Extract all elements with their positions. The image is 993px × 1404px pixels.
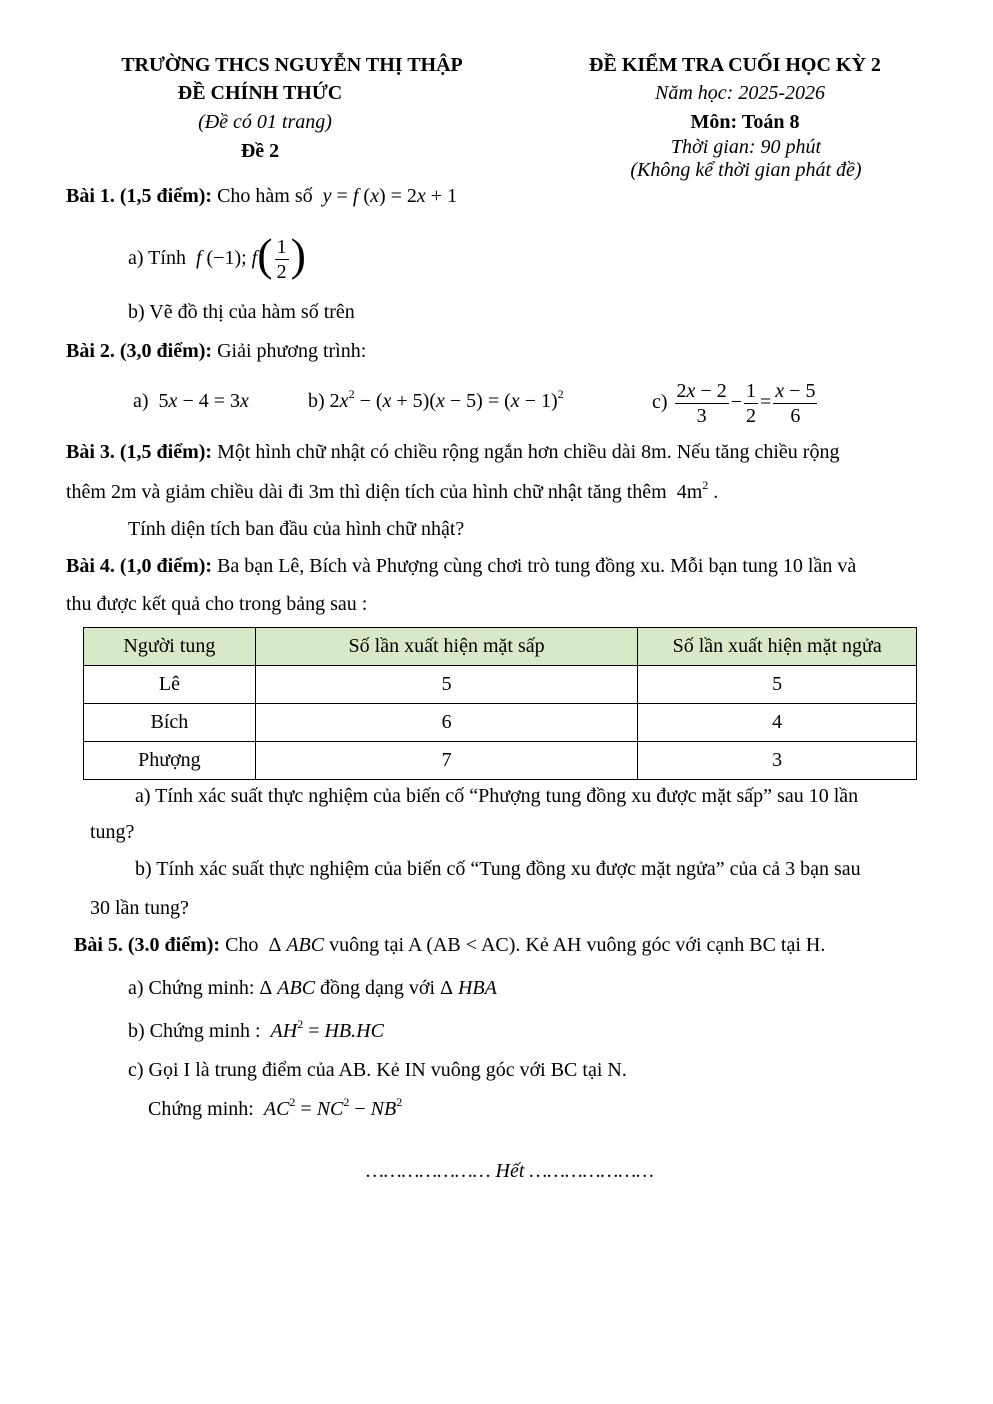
end-marker: ………………… Hết ………………… — [366, 1160, 654, 1182]
cell-person: Bích — [84, 704, 256, 742]
bai2-a — [133, 390, 249, 413]
cell-heads: 7 — [255, 742, 637, 780]
triangle-abc: Δ ABC — [259, 977, 316, 999]
bai4-a-line1: a) Tính xác suất thực nghiệm của biến cố “Phượng tung đồng xu được mặt sấp” sau 10 lần — [135, 785, 859, 807]
bai5-a-label: a) Chứng minh: — [128, 977, 255, 999]
cell-person: Lê — [84, 666, 256, 704]
bai2-line — [66, 340, 366, 363]
exam-time: Thời gian: 90 phút — [670, 136, 822, 158]
pages-note: (Đề có 01 trang) — [198, 111, 332, 133]
triangle-abc: Δ ABC — [263, 934, 325, 956]
bai1-intro: Cho hàm số — [217, 185, 313, 207]
bai5-b-label: b) Chứng minh : — [128, 1020, 261, 1042]
bai1-heading: Bài 1. (1,5 điểm): — [66, 185, 213, 207]
bai3-line1 — [66, 441, 839, 464]
bai3-line3: Tính diện tích ban đầu của hình chữ nhật? — [128, 518, 465, 540]
fraction-2x-2-over-3: $\frac{2x - 2}{3}$ — [676, 379, 727, 427]
cell-person: Phượng — [84, 742, 256, 780]
bai2-a-formula: 5x − 4 = 3x — [158, 390, 249, 412]
fraction-x-5-over-6: $\frac{x - 5}{6}$ — [775, 379, 816, 427]
bai1-a-line — [128, 228, 306, 288]
bai1-b-text: b) Vẽ đồ thị của hàm số trên — [128, 301, 355, 323]
cell-heads: 5 — [255, 666, 637, 704]
half-fraction: $\frac{1}{2}$ — [276, 235, 287, 283]
bai1-a-formula: f (−1); f( $\frac{1}{2}$ ) — [190, 229, 306, 283]
bai2-b-formula: $2x^2 - (x + 5)(x - 5) = (x - 1)^2$ — [329, 387, 564, 412]
bai2-heading: Bài 2. (3,0 điểm): — [66, 340, 213, 362]
bai2-c — [652, 374, 819, 430]
bai1-function-formula: y = f (x) = 2x + 1 — [317, 185, 458, 207]
bai5-b — [128, 1017, 384, 1043]
bai3-heading: Bài 3. (1,5 điểm): — [66, 441, 213, 463]
fraction-1-over-2: $\frac{1}{2}$ — [746, 379, 756, 427]
bai2-intro: Giải phương trình: — [217, 340, 367, 362]
bai5-line — [74, 934, 825, 957]
bai1-line — [66, 185, 457, 208]
header-heads-count: Số lần xuất hiện mặt sấp — [255, 628, 637, 666]
bai2-a-label: a) — [133, 390, 149, 412]
bai4-b-line1: b) Tính xác suất thực nghiệm của biến cố “Tung đồng xu được mặt ngửa” của cả 3 bạn sau — [135, 858, 861, 880]
bai5-intro-a: Cho — [225, 934, 259, 956]
cell-tails: 3 — [638, 742, 917, 780]
bai3-area-value: $4m^2$ . — [676, 478, 719, 503]
bai3-text2: thêm 2m và giảm chiều dài đi 3m thì diện tích của hình chữ nhật tăng thêm — [66, 481, 667, 503]
school-year: Năm học: 2025-2026 — [655, 82, 825, 104]
bai5-heading: Bài 5. (3.0 điểm): — [74, 934, 221, 956]
table-row — [84, 666, 917, 704]
header-person: Người tung — [84, 628, 256, 666]
bai4-line1 — [66, 555, 856, 578]
subject: Môn: Toán 8 — [690, 111, 800, 133]
bai3-line2 — [66, 478, 719, 504]
bai2-c-formula: $\frac{2x - 2}{3}$ − $\frac{1}{2}$ = $\frac{x - 5}{6}$ — [676, 379, 816, 427]
bai4-b-line2: 30 lần tung? — [90, 897, 189, 919]
cell-heads: 6 — [255, 704, 637, 742]
bai5-intro-b: vuông tại A (AB < AC). Kẻ AH vuông góc với cạnh BC tại H. — [329, 934, 826, 956]
bai2-c-label: c) — [652, 391, 668, 413]
exam-code: Đề 2 — [240, 140, 280, 162]
cell-tails: 4 — [638, 704, 917, 742]
bai2-b-label: b) — [308, 390, 325, 412]
bai4-heading: Bài 4. (1,0 điểm): — [66, 555, 213, 577]
bai5-a — [128, 977, 497, 1000]
bai5-c-formula: $AC^2 = NC^2 - NB^2$ — [258, 1095, 403, 1120]
bai5-c-prove-label: Chứng minh: — [148, 1098, 254, 1120]
triangle-hba: Δ HBA — [440, 977, 497, 999]
official-label: ĐỀ CHÍNH THỨC — [177, 82, 343, 104]
bai5-c-line: c) Gọi I là trung điểm của AB. Kẻ IN vuông góc với BC tại N. — [128, 1059, 627, 1081]
bai4-line2: thu được kết quả cho trong bảng sau : — [66, 593, 368, 615]
bai3-text1: Một hình chữ nhật có chiều rộng ngắn hơn chiều dài 8m. Nếu tăng chiều rộng — [217, 441, 840, 463]
table-row — [84, 742, 917, 780]
table-row — [84, 704, 917, 742]
exam-title: ĐỀ KIỂM TRA CUỐI HỌC KỲ 2 — [589, 54, 881, 76]
bai4-text1: Ba bạn Lê, Bích và Phượng cùng chơi trò tung đồng xu. Mỗi bạn tung 10 lần và — [217, 555, 857, 577]
bai2-b — [308, 387, 564, 413]
bai4-a-line2: tung? — [90, 821, 135, 843]
bai5-a-mid: đồng dạng với — [320, 977, 436, 999]
bai5-b-formula: $AH^2 = HB.HC$ — [265, 1017, 384, 1042]
header-tails-count: Số lần xuất hiện mặt ngửa — [638, 628, 917, 666]
school-name: TRƯỜNG THCS NGUYỄN THỊ THẬP — [121, 54, 463, 76]
cell-tails: 5 — [638, 666, 917, 704]
bai5-c-prove — [148, 1095, 403, 1121]
exam-time-note: (Không kể thời gian phát đề) — [630, 159, 862, 181]
coin-toss-table — [83, 627, 917, 780]
bai1-a-label: a) Tính — [128, 247, 186, 269]
table-header-row — [84, 628, 917, 666]
